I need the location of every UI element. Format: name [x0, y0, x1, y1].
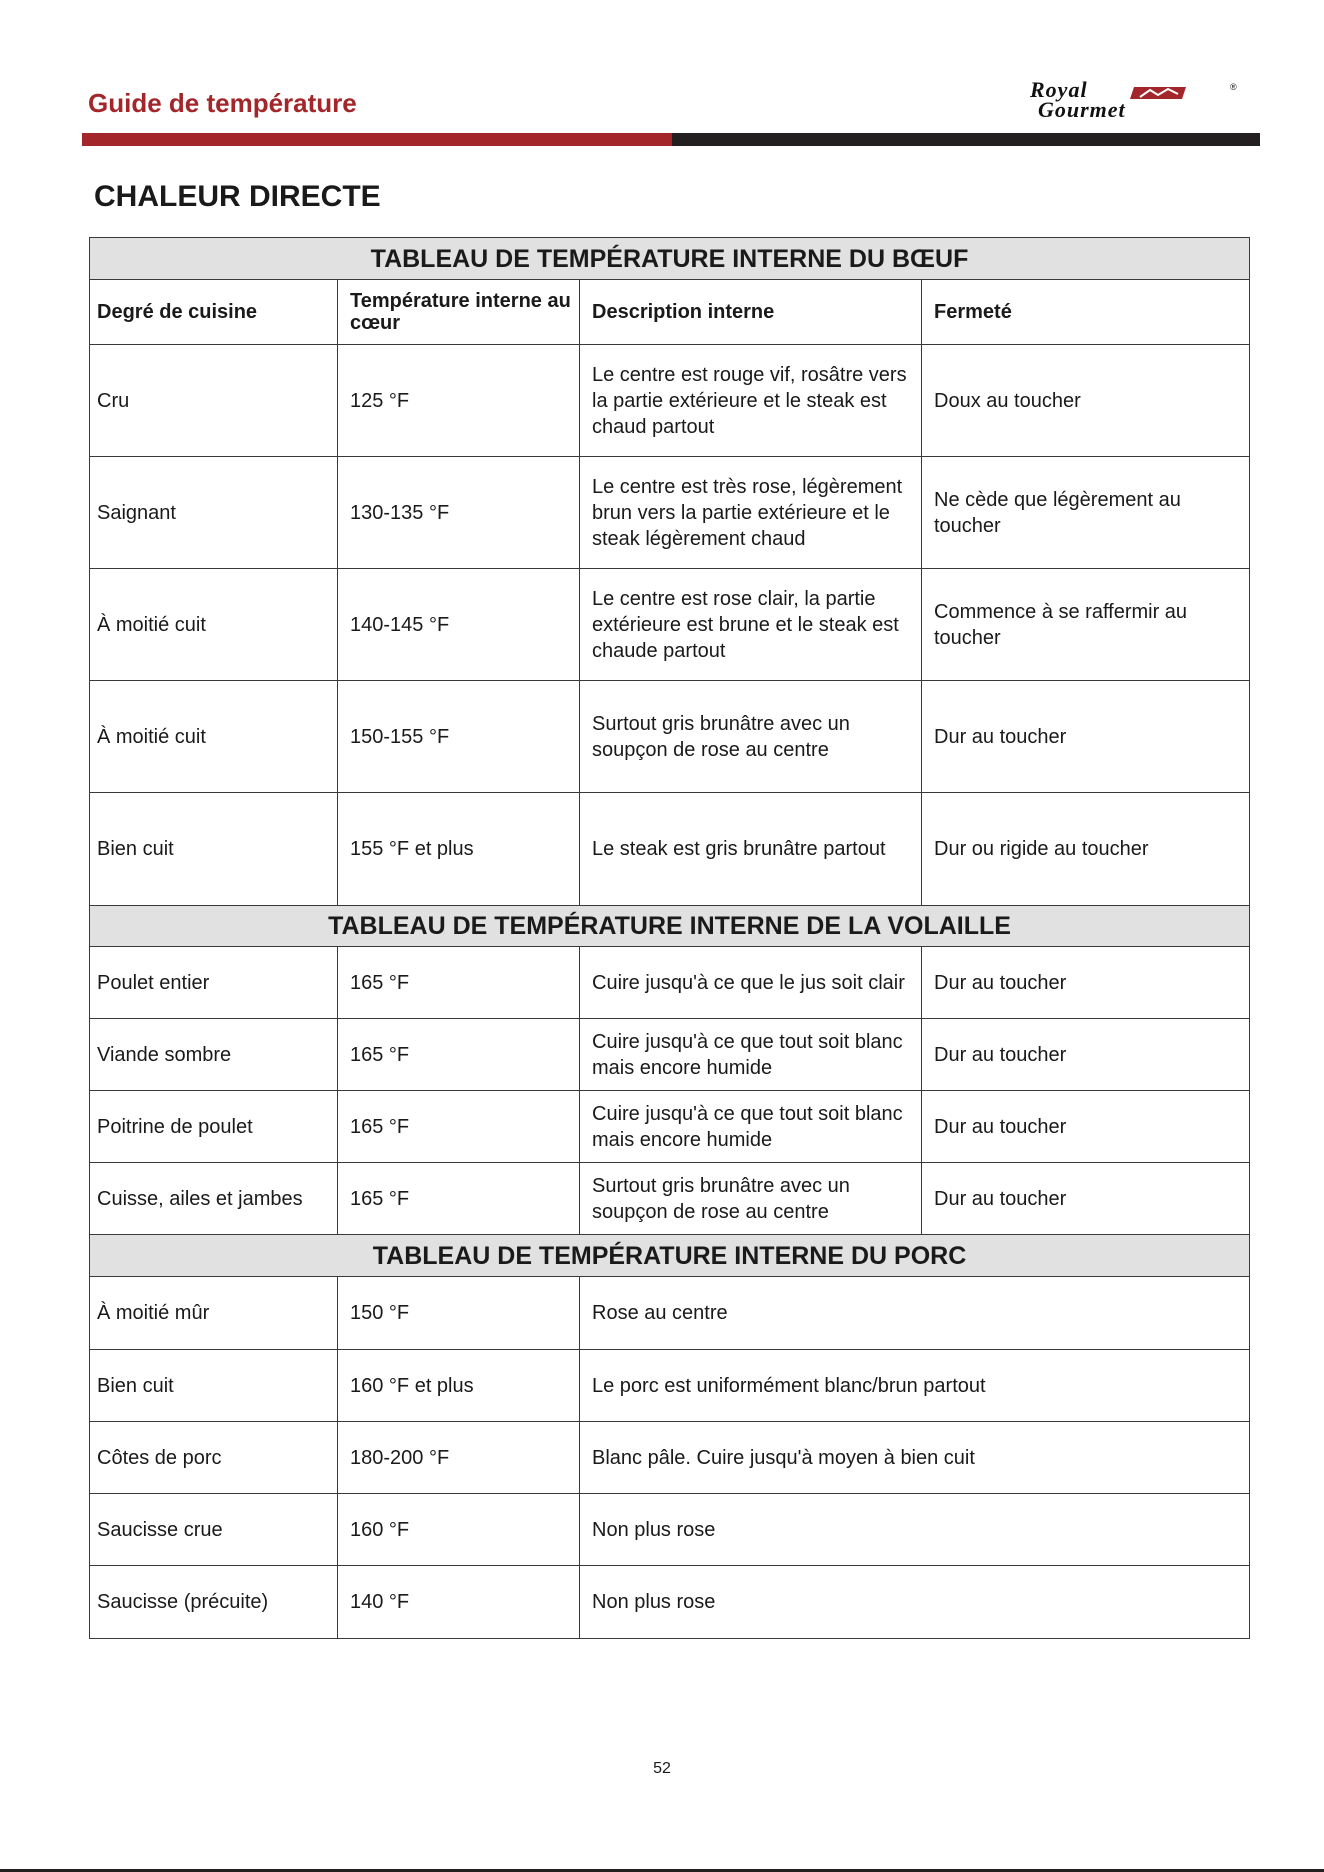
table-row — [90, 1019, 1250, 1091]
cell-desc: Non plus rose — [580, 1494, 1250, 1566]
brand-wordmark — [1030, 77, 1126, 122]
page-header-title: Guide de température — [88, 88, 357, 118]
cell-desc: Cuire jusqu'à ce que tout soit blanc mais encore humide — [580, 1019, 922, 1091]
cell-degree: Côtes de porc — [90, 1422, 338, 1494]
cell-desc: Blanc pâle. Cuire jusqu'à moyen à bien cuit — [580, 1422, 1250, 1494]
cell-temp: 165 °F — [338, 1019, 580, 1091]
beef-table-title: TABLEAU DE TEMPÉRATURE INTERNE DU BŒUF — [90, 238, 1250, 280]
cell-desc: Le centre est rose clair, la partie extérieure est brune et le steak est chaude partout — [580, 569, 922, 681]
table-row — [90, 1091, 1250, 1163]
cell-temp: 140-145 °F — [338, 569, 580, 681]
cell-temp: 150 °F — [338, 1277, 580, 1350]
cell-temp: 125 °F — [338, 345, 580, 457]
temperature-table — [89, 237, 1250, 1639]
cell-degree: Poitrine de poulet — [90, 1091, 338, 1163]
cell-firmness: Doux au toucher — [922, 345, 1250, 457]
table-row — [90, 1494, 1250, 1566]
cell-degree: Saucisse (précuite) — [90, 1566, 338, 1639]
cell-temp: 155 °F et plus — [338, 793, 580, 906]
cell-degree: Saignant — [90, 457, 338, 569]
cell-desc: Le centre est rouge vif, rosâtre vers la partie extérieure et le steak est chaud partout — [580, 345, 922, 457]
table-row — [90, 947, 1250, 1019]
cell-degree: À moitié cuit — [90, 569, 338, 681]
cell-firmness: Dur au toucher — [922, 1163, 1250, 1235]
page-number: 52 — [653, 1760, 671, 1777]
table-row — [90, 1350, 1250, 1422]
column-header-temp: Température interne au cœur — [338, 280, 580, 345]
cell-degree: Bien cuit — [90, 1350, 338, 1422]
brand-logo — [1030, 77, 1245, 128]
cell-firmness: Ne cède que légèrement au toucher — [922, 457, 1250, 569]
cell-desc: Non plus rose — [580, 1566, 1250, 1639]
cell-desc: Rose au centre — [580, 1277, 1250, 1350]
table-row — [90, 1422, 1250, 1494]
table-row — [90, 569, 1250, 681]
table-row — [90, 1277, 1250, 1350]
table-row — [90, 1163, 1250, 1235]
table-row — [90, 793, 1250, 906]
cell-desc: Surtout gris brunâtre avec un soupçon de rose au centre — [580, 681, 922, 793]
cell-temp: 160 °F et plus — [338, 1350, 580, 1422]
poultry-table-title: TABLEAU DE TEMPÉRATURE INTERNE DE LA VOLAILLE — [90, 906, 1250, 947]
header-divider-bar — [82, 133, 1260, 146]
cell-degree: Cuisse, ailes et jambes — [90, 1163, 338, 1235]
cell-degree: Cru — [90, 345, 338, 457]
cell-temp: 140 °F — [338, 1566, 580, 1639]
cell-degree: Bien cuit — [90, 793, 338, 906]
cell-degree: Poulet entier — [90, 947, 338, 1019]
cell-firmness: Dur au toucher — [922, 947, 1250, 1019]
cell-desc: Le steak est gris brunâtre partout — [580, 793, 922, 906]
pork-table-title: TABLEAU DE TEMPÉRATURE INTERNE DU PORC — [90, 1235, 1250, 1277]
cell-firmness: Dur au toucher — [922, 1091, 1250, 1163]
cell-degree: Viande sombre — [90, 1019, 338, 1091]
cell-temp: 180-200 °F — [338, 1422, 580, 1494]
brand-line-2: Gourmet — [1038, 97, 1126, 122]
cell-degree: À moitié mûr — [90, 1277, 338, 1350]
cell-firmness: Dur au toucher — [922, 1019, 1250, 1091]
column-header-desc: Description interne — [580, 280, 922, 345]
beef-table-title-row — [90, 238, 1250, 280]
cell-temp: 165 °F — [338, 947, 580, 1019]
flame-logo-icon — [1128, 85, 1188, 101]
cell-temp: 150-155 °F — [338, 681, 580, 793]
column-header-degree: Degré de cuisine — [90, 280, 338, 345]
brand-line-1: Royal — [1030, 77, 1088, 102]
cell-degree: Saucisse crue — [90, 1494, 338, 1566]
cell-temp: 160 °F — [338, 1494, 580, 1566]
cell-temp: 130-135 °F — [338, 457, 580, 569]
section-title: CHALEUR DIRECTE — [94, 180, 381, 213]
cell-desc: Cuire jusqu'à ce que le jus soit clair — [580, 947, 922, 1019]
table-row — [90, 345, 1250, 457]
cell-firmness: Dur ou rigide au toucher — [922, 793, 1250, 906]
pork-table-title-row — [90, 1235, 1250, 1277]
header-bar-red — [82, 133, 672, 146]
cell-desc: Le porc est uniformément blanc/brun partout — [580, 1350, 1250, 1422]
cell-desc: Le centre est très rose, légèrement brun vers la partie extérieure et le steak légèrement chaud — [580, 457, 922, 569]
table-row — [90, 681, 1250, 793]
cell-desc: Cuire jusqu'à ce que tout soit blanc mais encore humide — [580, 1091, 922, 1163]
cell-temp: 165 °F — [338, 1163, 580, 1235]
column-header-firmness: Fermeté — [922, 280, 1250, 345]
poultry-table-title-row — [90, 906, 1250, 947]
column-header-row — [90, 280, 1250, 345]
table-row — [90, 457, 1250, 569]
registered-mark: ® — [1230, 82, 1237, 92]
table-row — [90, 1566, 1250, 1639]
cell-desc: Surtout gris brunâtre avec un soupçon de rose au centre — [580, 1163, 922, 1235]
cell-firmness: Dur au toucher — [922, 681, 1250, 793]
cell-temp: 165 °F — [338, 1091, 580, 1163]
header-bar-dark — [672, 133, 1260, 146]
cell-firmness: Commence à se raffermir au toucher — [922, 569, 1250, 681]
cell-degree: À moitié cuit — [90, 681, 338, 793]
